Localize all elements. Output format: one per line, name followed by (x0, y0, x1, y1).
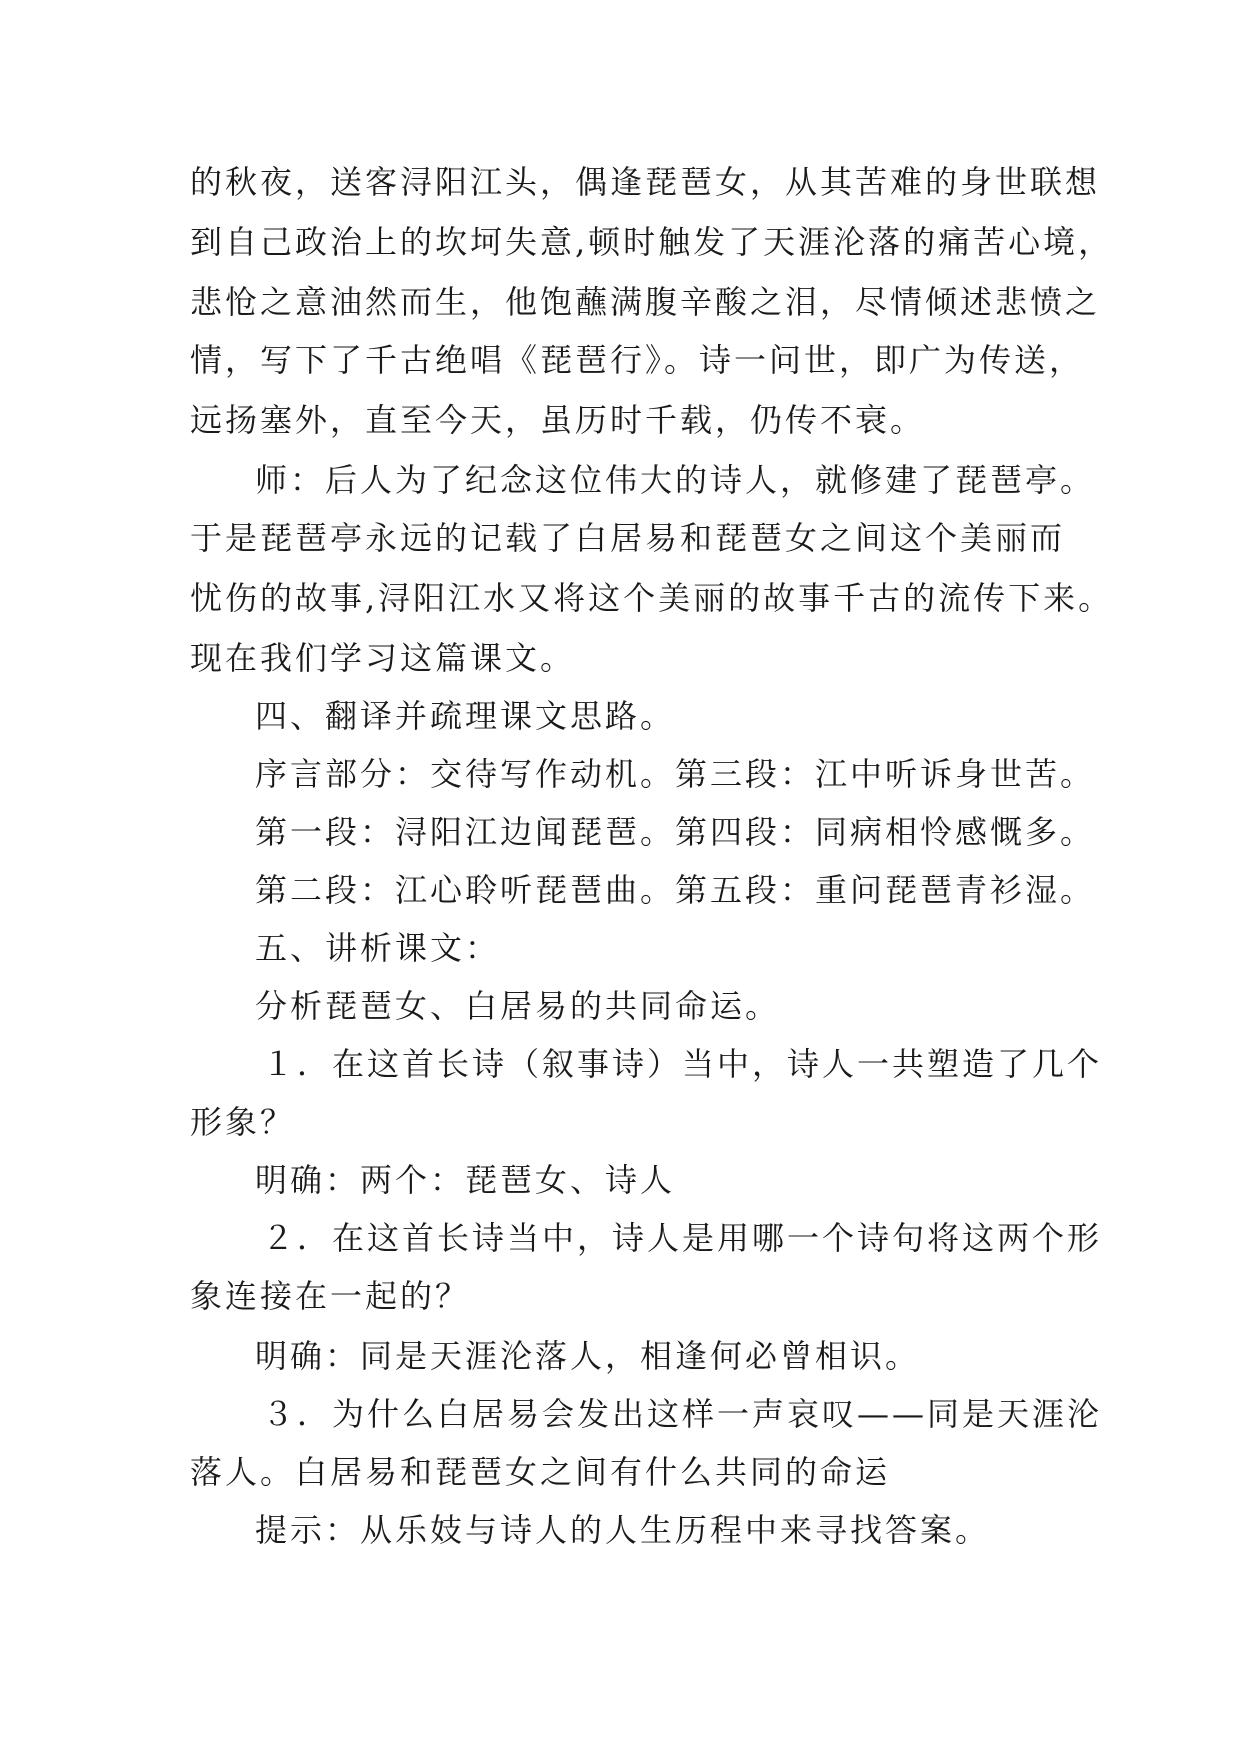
text-line: 于是琵琶亭永远的记载了白居易和琵琶女之间这个美丽而 (190, 519, 1066, 557)
answer-line: 明确：两个：琵琶女、诗人 (255, 1161, 676, 1199)
text-line: 序言部分：交待写作动机。第三段：江中听诉身世苦。 (255, 755, 1096, 793)
section-heading: 五、讲析课文： (255, 929, 501, 967)
text-line: 的秋夜，送客浔阳江头，偶逢琵琶女，从其苦难的身世联想 (190, 163, 1101, 201)
text-line: 第二段：江心聆听琵琶曲。第五段：重问琵琶青衫湿。 (255, 871, 1096, 909)
question-line: １．在这首长诗（叙事诗）当中，诗人一共塑造了几个 (262, 1045, 1103, 1083)
hint-line: 提示：从乐妓与诗人的人生历程中来寻找答案。 (255, 1511, 991, 1549)
text-line: 师：后人为了纪念这位伟大的诗人，就修建了琵琶亭。 (255, 461, 1096, 499)
text-line: 落人。白居易和琵琶女之间有什么共同的命运 (190, 1453, 891, 1491)
text-line: 象连接在一起的？ (190, 1277, 471, 1315)
text-line: 分析琵琶女、白居易的共同命运。 (255, 987, 781, 1025)
text-line: 情，写下了千古绝唱《琵琶行》。诗一问世，即广为传送， (190, 341, 1085, 379)
text-line: 忧伤的故事,浔阳江水又将这个美丽的故事千古的流传下来。 (190, 579, 1114, 617)
text-line: 第一段：浔阳江边闻琵琶。第四段：同病相怜感慨多。 (255, 813, 1096, 851)
text-line: 到自己政治上的坎坷失意,顿时触发了天涯沦落的痛苦心境， (190, 223, 1114, 261)
text-line: 现在我们学习这篇课文。 (190, 639, 576, 677)
text-line: 形象？ (190, 1103, 296, 1141)
question-line: ３．为什么白居易会发出这样一声哀叹——同是天涯沦 (262, 1395, 1103, 1433)
section-heading: 四、翻译并疏理课文思路。 (255, 697, 676, 735)
question-line: ２．在这首长诗当中，诗人是用哪一个诗句将这两个形 (262, 1219, 1103, 1257)
answer-line: 明确：同是天涯沦落人，相逢何必曾相识。 (255, 1337, 921, 1375)
text-line: 远扬塞外，直至今天，虽历时千载，仍传不衰。 (190, 401, 926, 439)
text-line: 悲怆之意油然而生，他饱蘸满腹辛酸之泪，尽情倾述悲愤之 (190, 283, 1101, 321)
